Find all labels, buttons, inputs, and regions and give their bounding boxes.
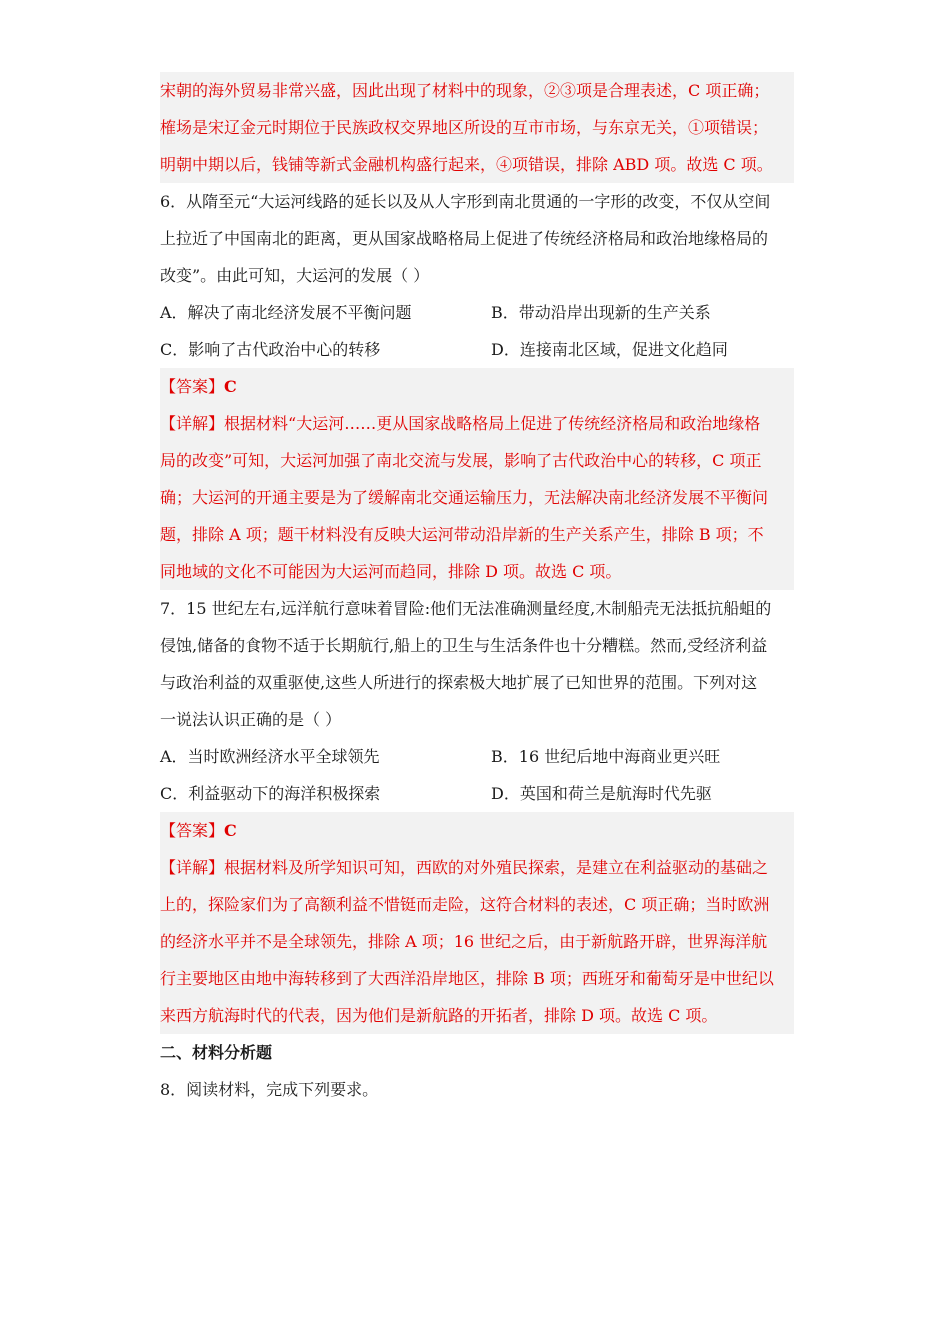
explanation-line: 宋朝的海外贸易非常兴盛，因此出现了材料中的现象，②③项是合理表述，C 项正确； (160, 81, 770, 100)
option-a: A．解决了南北经济发展不平衡问题 (160, 303, 412, 322)
question-7-options (160, 738, 794, 812)
answer-line (160, 368, 794, 405)
question-line: 与政治利益的双重驱使,这些人所进行的探索极大地扩展了已知世界的范围。下列对这 (160, 673, 758, 692)
question-6-answer-box (160, 368, 794, 590)
explanation-line: 明朝中期以后，钱铺等新式金融机构盛行起来，④项错误，排除 ABD 项。故选 C 项。 (160, 155, 773, 174)
option-b: B．16 世纪后地中海商业更兴旺 (491, 747, 721, 766)
detail-line: 来西方航海时代的代表，因为他们是新航路的开拓者，排除 D 项。故选 C 项。 (160, 1006, 718, 1025)
detail-line: 局的改变”可知，大运河加强了南北交流与发展，影响了古代政治中心的转移，C 项正 (160, 451, 762, 470)
detail-line: 确；大运河的开通主要是为了缓解南北交通运输压力，无法解决南北经济发展不平衡问 (160, 488, 769, 507)
detail-line: 行主要地区由地中海转移到了大西洋沿岸地区，排除 B 项；西班牙和葡萄牙是中世纪以 (160, 969, 774, 988)
question-7-answer-box (160, 812, 794, 1034)
explanation-line: 榷场是宋辽金元时期位于民族政权交界地区所设的互市市场，与东京无关，①项错误； (160, 118, 769, 137)
question-line: 8．阅读材料，完成下列要求。 (160, 1080, 379, 1099)
detail-line: 上的，探险家们为了高额利益不惜铤而走险，这符合材料的表述，C 项正确；当时欧洲 (160, 895, 770, 914)
question-line: 一说法认识正确的是（ ） (160, 710, 342, 729)
question-line: 上拉近了中国南北的距离，更从国家战略格局上促进了传统经济格局和政治地缘格局的 (160, 229, 769, 248)
document-page (160, 72, 794, 1108)
question-line: 改变”。由此可知，大运河的发展（ ） (160, 266, 430, 285)
detail-line (160, 405, 794, 442)
detail-text: 根据材料“大运河……更从国家战略格局上促进了传统经济格局和政治地缘格 (224, 414, 761, 433)
question-line: 侵蚀,储备的食物不适于长期航行,船上的卫生与生活条件也十分糟糕。然而,受经济利益 (160, 636, 768, 655)
detail-label: 【详解】 (160, 414, 225, 433)
option-d: D．英国和荷兰是航海时代先驱 (491, 784, 712, 803)
detail-label: 【详解】 (160, 858, 225, 877)
detail-line (160, 849, 794, 886)
option-a: A．当时欧洲经济水平全球领先 (160, 747, 380, 766)
answer-value: C (224, 821, 237, 840)
answer-line (160, 812, 794, 849)
question-6 (160, 183, 794, 294)
option-c: C．影响了古代政治中心的转移 (160, 340, 381, 359)
detail-line: 题，排除 A 项；题干材料没有反映大运河带动沿岸新的生产关系产生，排除 B 项；不 (160, 525, 764, 544)
previous-explanation (160, 72, 794, 183)
question-7 (160, 590, 794, 738)
detail-text: 根据材料及所学知识可知，西欧的对外殖民探索，是建立在利益驱动的基础之 (224, 858, 769, 877)
answer-value: C (224, 377, 237, 396)
section-title: 二、材料分析题 (160, 1043, 273, 1062)
detail-line: 的经济水平并不是全球领先，排除 A 项；16 世纪之后，由于新航路开辟，世界海洋航 (160, 932, 768, 951)
question-line: 7．15 世纪左右,远洋航行意味着冒险:他们无法准确测量经度,木制船壳无法抵抗船蛆的 (160, 599, 772, 618)
detail-line: 同地域的文化不可能因为大运河而趋同，排除 D 项。故选 C 项。 (160, 562, 622, 581)
question-line: 6．从隋至元“大运河线路的延长以及从人字形到南北贯通的一字形的改变，不仅从空间 (160, 192, 771, 211)
question-8 (160, 1071, 794, 1108)
answer-label: 【答案】 (160, 821, 225, 840)
option-d: D．连接南北区域，促进文化趋同 (491, 340, 728, 359)
question-6-options (160, 294, 794, 368)
answer-label: 【答案】 (160, 377, 225, 396)
option-b: B．带动沿岸出现新的生产关系 (491, 303, 711, 322)
option-c: C．利益驱动下的海洋积极探索 (160, 784, 381, 803)
